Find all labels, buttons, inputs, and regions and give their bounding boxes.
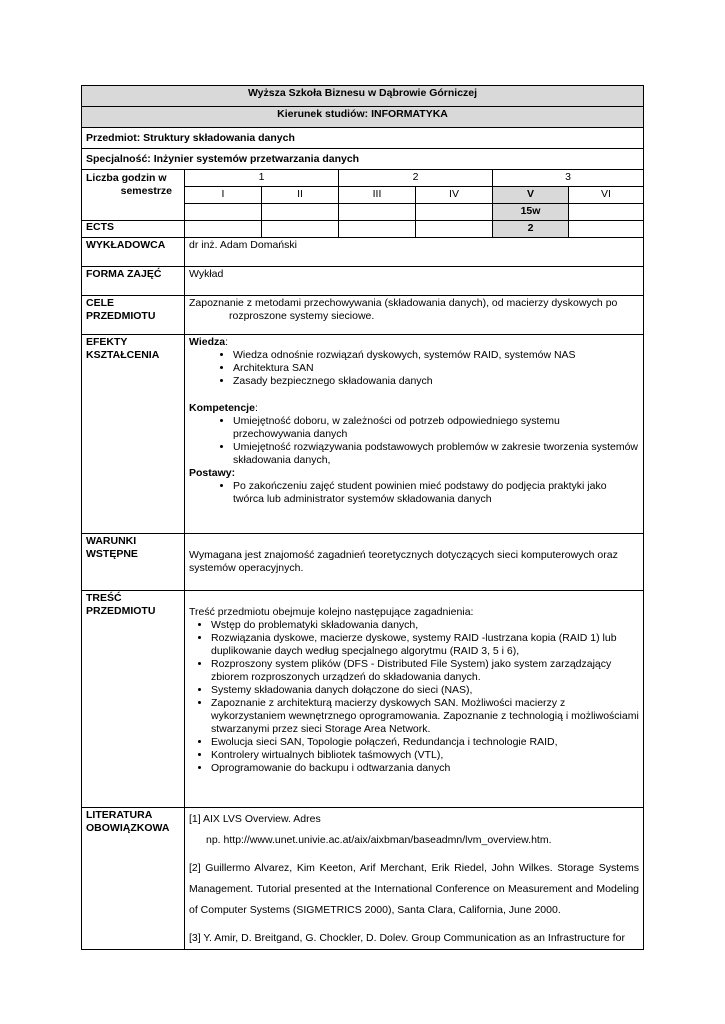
- content-intro: Treść przedmiotu obejmuje kolejno następujące zagadnienia:: [189, 606, 474, 618]
- list-item: • Oprogramowanie do backupu i odtwarzania danych: [211, 762, 639, 775]
- form-value: Wykład: [185, 267, 644, 296]
- semester-3: III: [339, 187, 416, 204]
- goals-line1: Zapoznanie z metodami przechowywania (składowania danych), od macierzy dyskowych po: [189, 297, 618, 309]
- prereq-label-line1: WARUNKI: [86, 535, 137, 547]
- goals-label-line2: PRZEDMIOTU: [86, 310, 156, 322]
- semester-2: II: [262, 187, 339, 204]
- ects-cell: [416, 221, 493, 238]
- semester-1: I: [185, 187, 262, 204]
- ects-cell: [262, 221, 339, 238]
- year-2: 2: [339, 170, 493, 187]
- ects-cell-sem5: 2: [493, 221, 569, 238]
- list-item: • Rozwiązania dyskowe, macierze dyskowe, systemy RAID -lustrzana kopia (RAID 1) lub duplikowanie daych według specjalnego algorytmu (RAID 3, 5 i 6),: [211, 632, 639, 658]
- literature-label-line2: OBOWIĄZKOWA: [86, 822, 170, 834]
- list-item: • Ewolucja sieci SAN, Topologie połączeń, Redundancja i technologie RAID,: [211, 736, 639, 749]
- reference-1b: np. http://www.unet.univie.ac.at/aix/aixbman/baseadmn/lvm_overview.htm.: [206, 834, 552, 846]
- list-item: • Kontrolery wirtualnych bibliotek taśmowych (VTL),: [211, 749, 639, 762]
- content-list: [189, 619, 639, 775]
- semester-4: IV: [416, 187, 493, 204]
- lecturer-value: dr inż. Adam Domański: [185, 238, 644, 267]
- form-label: FORMA ZAJĘĆ: [82, 267, 185, 296]
- literature-label-line1: LITERATURA: [86, 809, 153, 821]
- outcomes-label: [82, 335, 185, 534]
- hours-label-line2: semestrze: [120, 185, 172, 197]
- prereq-label: [82, 534, 185, 591]
- prereq-value: Wymagana jest znajomość zagadnień teoretycznych dotyczących sieci komputerowych oraz systemów operacyjnych.: [185, 534, 644, 591]
- ects-cell: [339, 221, 416, 238]
- hours-cell: [416, 204, 493, 221]
- literature-label: [82, 808, 185, 950]
- competences-title: Kompetencje: [189, 402, 255, 414]
- hours-label-line1: Liczba godzin w: [86, 172, 167, 184]
- list-item: • Wiedza odnośnie rozwiązań dyskowych, systemów RAID, systemów NAS: [233, 349, 639, 362]
- hours-label: [82, 170, 185, 221]
- content-value: [185, 591, 644, 808]
- attitudes-list: [189, 480, 639, 506]
- hours-cell: [569, 204, 644, 221]
- semester-6: VI: [569, 187, 644, 204]
- goals-value: [185, 296, 644, 335]
- literature-value: [185, 808, 644, 950]
- goals-line2: rozproszone systemy sieciowe.: [229, 310, 375, 322]
- ects-label: ECTS: [82, 221, 185, 238]
- specialization: Specjalność: Inżynier systemów przetwarzania danych: [82, 149, 644, 170]
- outcomes-value: Wiedza: • Wiedza odnośnie rozwiązań dyskowych, systemów RAID, systemów NAS • Architektura SAN • Zasady bezpiecznego składowania danych Kompetencje: • Umiejętność doboru, w zależności od potrzeb odpowiedniego systemu przechowywania danych • Umiejętność rozwiązywania podstawowych problemów w zakresie tworzenia systemów składowania danych, Postawy: • Po zakończeniu zajęć student powinien mieć podstawy do podjęcia praktyki jako twórca lub administrator systemów składowania danych: [185, 335, 644, 534]
- list-item: • Systemy składowania danych dołączone do sieci (NAS),: [211, 684, 639, 697]
- list-item: • Umiejętność doboru, w zależności od potrzeb odpowiedniego systemu przechowywania danych: [233, 415, 639, 441]
- ects-cell: [569, 221, 644, 238]
- hours-cell-sem5: 15w: [493, 204, 569, 221]
- list-item: • Po zakończeniu zajęć student powinien mieć podstawy do podjęcia praktyki jako twórca lub administrator systemów składowania danych: [233, 480, 639, 506]
- outcomes-label-line2: KSZTAŁCENIA: [86, 349, 160, 361]
- list-item: • Wstęp do problematyki składowania danych,: [211, 619, 639, 632]
- content-label: [82, 591, 185, 808]
- attitudes-title: Postawy: [189, 467, 232, 479]
- prereq-label-line2: WSTĘPNE: [86, 548, 138, 560]
- list-item: • Architektura SAN: [233, 362, 639, 375]
- reference-3: [3] Y. Amir, D. Breitgand, G. Chockler, D. Dolev. Group Communication as an Infrastructure for: [189, 932, 625, 944]
- reference-2: [2] Guillermo Alvarez, Kim Keeton, Arif Merchant, Erik Riedel, John Wilkes. Storage Systems Management. Tutorial presented at the International Conference on Measurement and Modeling of Computer Systems (SIGMETRICS 2000), Santa Clara, California, June 2000.: [189, 862, 640, 916]
- syllabus-table: [81, 85, 644, 950]
- year-1: 1: [185, 170, 339, 187]
- lecturer-label: WYKŁADOWCA: [82, 238, 185, 267]
- content-label-line2: PRZEDMIOTU: [86, 605, 156, 617]
- hours-cell: [185, 204, 262, 221]
- list-item: • Zasady bezpiecznego składowania danych: [233, 375, 639, 388]
- content-label-line1: TREŚĆ: [86, 592, 122, 604]
- goals-label-line1: CELE: [86, 297, 115, 309]
- subject-name: Przedmiot: Struktury składowania danych: [82, 128, 644, 149]
- knowledge-list: [189, 349, 639, 388]
- semester-5: V: [493, 187, 569, 204]
- hours-cell: [339, 204, 416, 221]
- outcomes-label-line1: EFEKTY: [86, 336, 128, 348]
- ects-cell: [185, 221, 262, 238]
- list-item: • Umiejętność rozwiązywania podstawowych problemów w zakresie tworzenia systemów składowania danych,: [233, 441, 639, 467]
- list-item: • Zapoznanie z architekturą macierzy dyskowych SAN. Możliwości macierzy z wykorzystaniem wewnętrznego oprogramowania. Zapoznanie z technologią i możliwościami stwarzanymi przez sieci Storage Area Network.: [211, 697, 639, 736]
- knowledge-title: Wiedza: [189, 336, 226, 348]
- hours-cell: [262, 204, 339, 221]
- goals-label: [82, 296, 185, 335]
- year-3: 3: [493, 170, 644, 187]
- field-of-study: Kierunek studiów: INFORMATYKA: [82, 107, 644, 128]
- list-item: • Rozproszony system plików (DFS - Distributed File System) jako system zarządzający zbiorem rozproszonych urządzeń do składowania danych.: [211, 658, 639, 684]
- reference-1a: [1] AIX LVS Overview. Adres: [189, 813, 321, 825]
- school-name: Wyższa Szkoła Biznesu w Dąbrowie Górniczej: [82, 86, 644, 107]
- competences-list: [189, 415, 639, 467]
